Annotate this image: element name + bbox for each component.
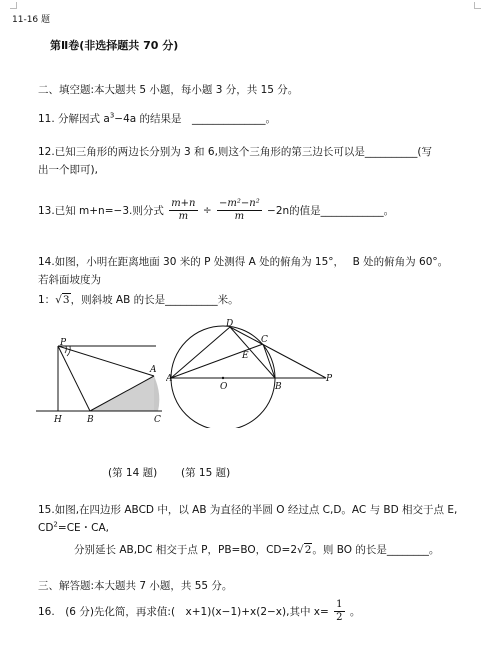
question-16 [38, 599, 360, 624]
fig14-label-C: C [154, 415, 161, 425]
corner-mark-top-right [474, 2, 481, 9]
fig15-label-A: A [166, 374, 173, 384]
part2-heading: 二、填空题:本大题共 5 小题，每小题 3 分，共 15 分。 [38, 84, 299, 96]
q15-sqrt: √2 [297, 544, 312, 556]
q13-f2-denominator: m [234, 211, 245, 222]
page-header-range: 11-16 题 [12, 15, 51, 25]
q13-operator: ÷ [202, 204, 212, 217]
fig14-line-PA [58, 346, 154, 376]
q14-sqrt: √3 [55, 294, 70, 306]
question-15-line3 [74, 542, 439, 557]
q14-ratio-prefix: 1： [38, 294, 56, 306]
question-13 [38, 198, 394, 223]
q16-denominator: 2 [336, 612, 343, 623]
q15-sqrt-value: 2 [304, 544, 312, 556]
fig14-caption: (第 14 题) [108, 467, 158, 479]
fig15-label-C: C [261, 335, 268, 345]
q13-f1-numerator: m+n [171, 198, 196, 209]
question-14-line1: 14.如图，小明在距离地面 30 米的 P 处测得 A 处的俯角为 15°， B 处的俯角为 60°。 [38, 256, 449, 268]
fig15-label-E: E [242, 351, 249, 361]
q13-f1-denominator: m [178, 211, 189, 222]
q15-exponent: 2 [53, 520, 58, 529]
fig15-caption: (第 15 题) [181, 467, 231, 479]
question-11 [38, 111, 276, 126]
fig15-label-D: D [226, 319, 234, 329]
q11-text-a: 11. 分解因式 a [38, 113, 110, 125]
corner-mark-top-left [10, 2, 17, 9]
section-title: 第Ⅱ卷(非选择题共 70 分) [50, 39, 179, 52]
fig14-label-B: B [87, 415, 94, 425]
part3-heading: 三、解答题:本大题共 7 小题，共 55 分。 [38, 580, 233, 592]
q15-cd: CD [38, 522, 54, 534]
fig15-label-O: O [220, 382, 228, 392]
fig15-label-P: P [326, 374, 333, 384]
q13-f2-numerator: −m²−n² [219, 198, 260, 209]
question-15-line2 [38, 520, 109, 535]
question-14-line3 [38, 292, 239, 307]
question-12-line2: 出一个即可), [38, 164, 98, 176]
question-14-line2: 若斜面坡度为 [38, 274, 101, 286]
q15-line2-tail: =CE・CA, [57, 522, 110, 534]
q16-end: 。 [349, 606, 361, 618]
fig14-line-PB [58, 346, 90, 411]
fig15-label-B: B [275, 382, 282, 392]
q16-text: 16. (6 分)先化简，再求值:( x+1)(x−1)+x(2−x),其中 x= [38, 606, 329, 618]
q13-tail: −2n的值是____________。 [267, 205, 395, 217]
q11-exponent: 3 [109, 111, 115, 120]
q16-numerator: 1 [336, 599, 343, 610]
fig15-line-BC [263, 344, 275, 378]
figure-15 [166, 318, 336, 428]
q14-line3-tail: ，则斜坡 AB 的长是__________米。 [70, 294, 239, 306]
q16-fraction [334, 599, 344, 624]
fig14-angle-arc-2 [67, 346, 70, 356]
q13-fraction-2 [217, 198, 262, 223]
q13-fraction-1 [169, 198, 197, 223]
question-15-line1: 15.如图,在四边形 ABCD 中，以 AB 为直径的半圆 O 经过点 C,D。AC 与 BD 相交于点 E, [38, 504, 458, 516]
question-12-line1: 12.已知三角形的两边长分别为 3 和 6,则这个三角形的第三边长可以是__________(写 [38, 146, 433, 158]
q13-prefix: 13.已知 m+n=−3.则分式 [38, 205, 164, 217]
fig14-label-P: P [60, 338, 67, 348]
fig14-label-H: H [54, 415, 62, 425]
fig15-line-AD [171, 327, 230, 378]
q15-line3-b: 。则 BO 的长是________。 [312, 544, 440, 556]
q11-text-b: −4a 的结果是 ______________。 [114, 113, 277, 125]
q14-sqrt-value: 3 [62, 294, 70, 306]
fig15-center-point [222, 377, 224, 379]
fig14-label-A: A [150, 365, 157, 375]
q15-line3-a: 分别延长 AB,DC 相交于点 P，PB=BO，CD=2 [74, 544, 297, 556]
